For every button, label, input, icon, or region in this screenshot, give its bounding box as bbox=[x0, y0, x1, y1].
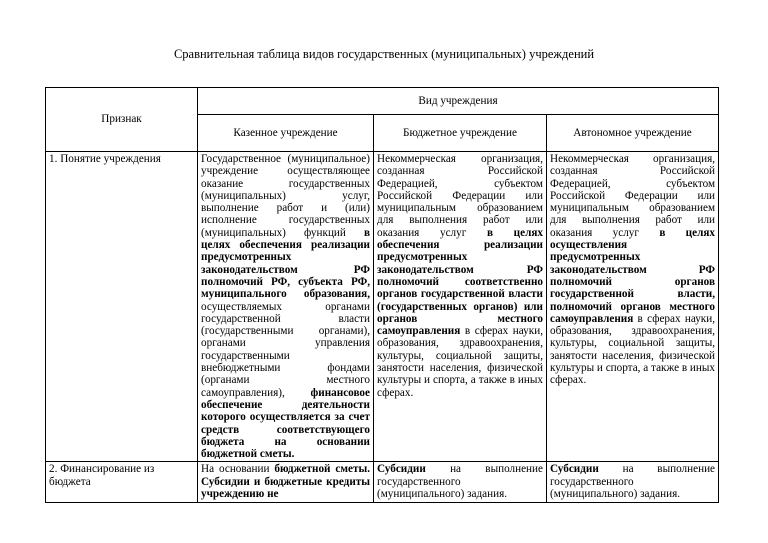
table-cell: Субсидии на выполнение государственного (муниципального) задания. bbox=[374, 462, 547, 503]
table-cell: Субсидии на выполнение государственного (муниципального) задания. bbox=[547, 462, 719, 503]
header-column-kazennoe: Казенное учреждение bbox=[198, 115, 374, 152]
table-row bbox=[46, 462, 719, 503]
row-label: 2. Финансирование из бюджета bbox=[46, 462, 198, 503]
table-row bbox=[46, 152, 719, 462]
header-institution-type: Вид учреждения bbox=[198, 88, 719, 115]
header-attribute: Признак bbox=[46, 88, 198, 152]
header-column-byudzhetnoe: Бюджетное учреждение bbox=[374, 115, 547, 152]
table-cell: Государственное (муниципальное) учреждение осуществляющее оказание государственных (муниципальных) услуг, выполнение работ и (или) исполнение государственных (муниципальных) функций в целях обеспечения реализации предусмотренных законодательством РФ полномочий РФ, субъекта РФ, муниципального образования, осуществляемых органами государственной власти (государственными органами), органами управления государственными внебюджетными фондами (органами местного самоуправления), финансовое обеспечение деятельности которого осуществляется за счет средств соответствующего бюджета на основании бюджетной сметы. bbox=[198, 152, 374, 462]
comparison-table bbox=[45, 87, 719, 503]
document-title: Сравнительная таблица видов государственных (муниципальных) учреждений bbox=[173, 47, 595, 61]
row-label: 1. Понятие учреждения bbox=[46, 152, 198, 462]
table-cell: Некоммерческая организация, созданная Российской Федерацией, субъектом Российской Федерации или муниципальным образованием для выполнения работ или оказания услуг в целях обеспечения реализации предусмотренных законодательством РФ полномочий соответственно органов государственной власти (государственных органов) или органов местного самоуправления в сферах науки, образования, здравоохранения, культуры, социальной защиты, занятости населения, физической культуры и спорта, а также в иных сферах. bbox=[374, 152, 547, 462]
header-column-avtonomnoe: Автономное учреждение bbox=[547, 115, 719, 152]
table-cell: Некоммерческая организация, созданная Российской Федерацией, субъектом Российской Федерации или муниципальным образованием для выполнения работ или оказания услуг в целях осуществления предусмотренных законодательством РФ полномочий органов государственной власти, полномочий органов местного самоуправления в сферах науки, образования, здравоохранения, культуры, социальной защиты, занятости населения, физической культуры и спорта, а также в иных сферах. bbox=[547, 152, 719, 462]
table-cell: На основании бюджетной сметы. Субсидии и бюджетные кредиты учреждению не bbox=[198, 462, 374, 503]
